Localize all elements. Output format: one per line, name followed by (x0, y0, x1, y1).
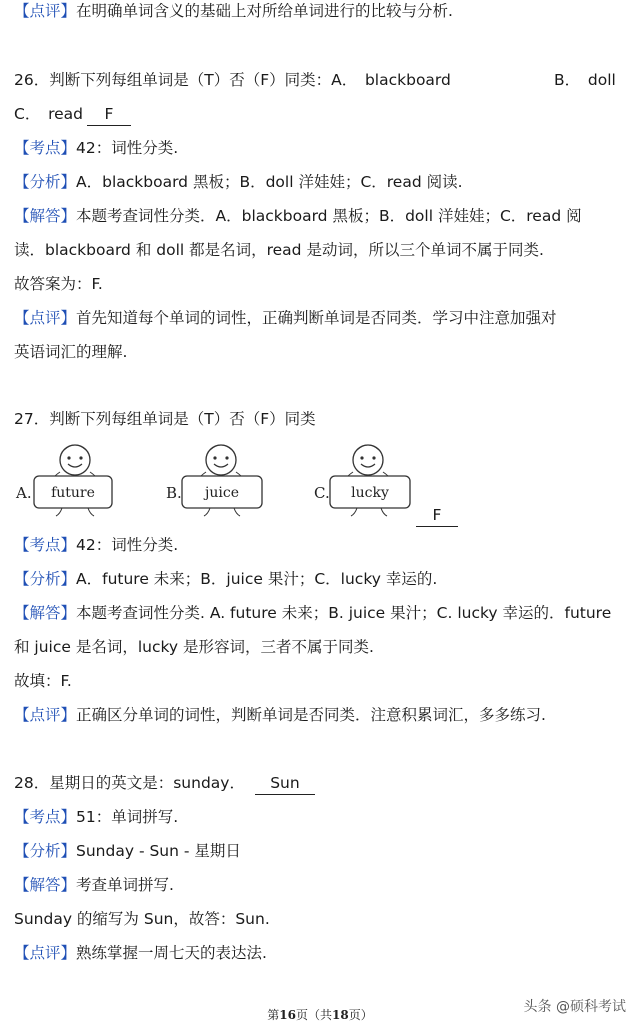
q26-option-b-text: B． doll (554, 71, 616, 89)
fenxi-tag: 【分析】 (14, 173, 77, 191)
kaodian-tag: 【考点】 (14, 139, 77, 157)
jieda-text: 考查单词拼写. (76, 876, 174, 894)
q27-answer-blank: F (416, 504, 458, 527)
card-b-letter: B. (166, 484, 182, 502)
kaodian-tag: 【考点】 (14, 536, 77, 554)
q28-jieda (14, 874, 174, 896)
remark-text: 在明确单词含义的基础上对所给单词进行的比较与分析. (76, 2, 453, 20)
card-a-word: future (51, 485, 95, 501)
q27-jieda (14, 602, 611, 624)
q27-stem-text: 27．判断下列每组单词是（T）否（F）同类 (14, 410, 316, 428)
dianping-text: 正确区分单词的词性，判断单词是否同类．注意积累词汇，多多练习. (76, 706, 546, 724)
card-b-word: juice (205, 485, 239, 501)
q26-jieda-cont (14, 239, 544, 261)
q27-picture-b (164, 440, 274, 524)
jieda-tag: 【解答】 (14, 876, 77, 894)
q28-stem (14, 772, 315, 795)
q27-fenxi (14, 568, 437, 590)
q28-answer-blank: Sun (255, 772, 315, 795)
q27-picture-a (14, 440, 124, 524)
footer-page-number: 16 (279, 1008, 296, 1022)
footer-total-pages: 18 (332, 1008, 349, 1022)
q28-note (14, 908, 270, 930)
footer-post: 页） (348, 1008, 373, 1022)
jieda-text-2: 和 juice 是名词，lucky 是形容词，三者不属于同类. (14, 638, 374, 656)
remark-tag: 【点评】 (14, 2, 77, 20)
q28-dianping (14, 942, 267, 964)
fenxi-text: A．future 未来；B．juice 果汁；C．lucky 幸运的. (76, 570, 438, 588)
jieda-text-1: 本题考查词性分类. A. future 未来；B. juice 果汁；C. lucky 幸运的．future (76, 604, 612, 622)
q26-answer-blank: F (87, 103, 131, 126)
dianping-tag: 【点评】 (14, 706, 77, 724)
q27-answer (416, 504, 458, 527)
card-a-letter: A. (16, 484, 32, 502)
q26-result (14, 273, 103, 295)
q26-jieda (14, 205, 582, 227)
q26-fenxi (14, 171, 463, 193)
q26-dianping-cont (14, 341, 127, 363)
footer-mid: 页（共 (295, 1008, 332, 1022)
remark-line (14, 0, 453, 22)
q27-stem (14, 408, 316, 430)
q27-kaodian (14, 534, 178, 556)
dianping-text: 熟练掌握一周七天的表达法. (76, 944, 267, 962)
dianping-text-2: 英语词汇的理解. (14, 343, 128, 361)
note-text: Sunday 的缩写为 Sun，故答：Sun. (14, 910, 270, 928)
q27-dianping (14, 704, 546, 726)
result-text: 故填：F. (14, 672, 72, 690)
q28-fenxi (14, 840, 241, 862)
fenxi-tag: 【分析】 (14, 842, 77, 860)
smiley-card-c-icon (312, 440, 422, 520)
q26-option-c-text: C． read (14, 105, 83, 123)
card-c-letter: C. (314, 484, 330, 502)
q27-jieda-cont (14, 636, 374, 658)
dianping-tag: 【点评】 (14, 309, 77, 327)
jieda-text-1: 本题考查词性分类．A．blackboard 黑板；B．doll 洋娃娃；C．read 阅 (76, 207, 582, 225)
dianping-text-1: 首先知道每个单词的词性，正确判断单词是否同类．学习中注意加强对 (76, 309, 557, 327)
kaodian-text: 51：单词拼写. (76, 808, 179, 826)
watermark: 头条 @硕科考试 (523, 999, 626, 1015)
q27-picture-c (312, 440, 422, 524)
fenxi-text: Sunday - Sun - 星期日 (76, 842, 241, 860)
jieda-tag: 【解答】 (14, 604, 77, 622)
jieda-text-2: 读．blackboard 和 doll 都是名词，read 是动词，所以三个单词不属于同类. (14, 241, 544, 259)
kaodian-tag: 【考点】 (14, 808, 77, 826)
q26-dianping (14, 307, 557, 329)
result-text: 故答案为：F. (14, 275, 103, 293)
footer-pre: 第 (267, 1008, 280, 1022)
q26-kaodian (14, 137, 178, 159)
q26-option-b (554, 69, 616, 91)
smiley-card-b-icon (164, 440, 274, 520)
card-c-word: lucky (351, 485, 389, 501)
q26-option-c (14, 103, 131, 126)
q28-kaodian (14, 806, 178, 828)
jieda-tag: 【解答】 (14, 207, 77, 225)
fenxi-text: A．blackboard 黑板；B．doll 洋娃娃；C．read 阅读. (76, 173, 463, 191)
q26-stem-text: 26．判断下列每组单词是（T）否（F）同类：A． blackboard (14, 71, 451, 89)
dianping-tag: 【点评】 (14, 944, 77, 962)
q27-result (14, 670, 72, 692)
q26-stem (14, 69, 451, 91)
kaodian-text: 42：词性分类. (76, 536, 179, 554)
fenxi-tag: 【分析】 (14, 570, 77, 588)
smiley-card-a-icon (14, 440, 124, 520)
q28-stem-text: 28．星期日的英文是：sunday． (14, 774, 245, 792)
kaodian-text: 42：词性分类. (76, 139, 179, 157)
